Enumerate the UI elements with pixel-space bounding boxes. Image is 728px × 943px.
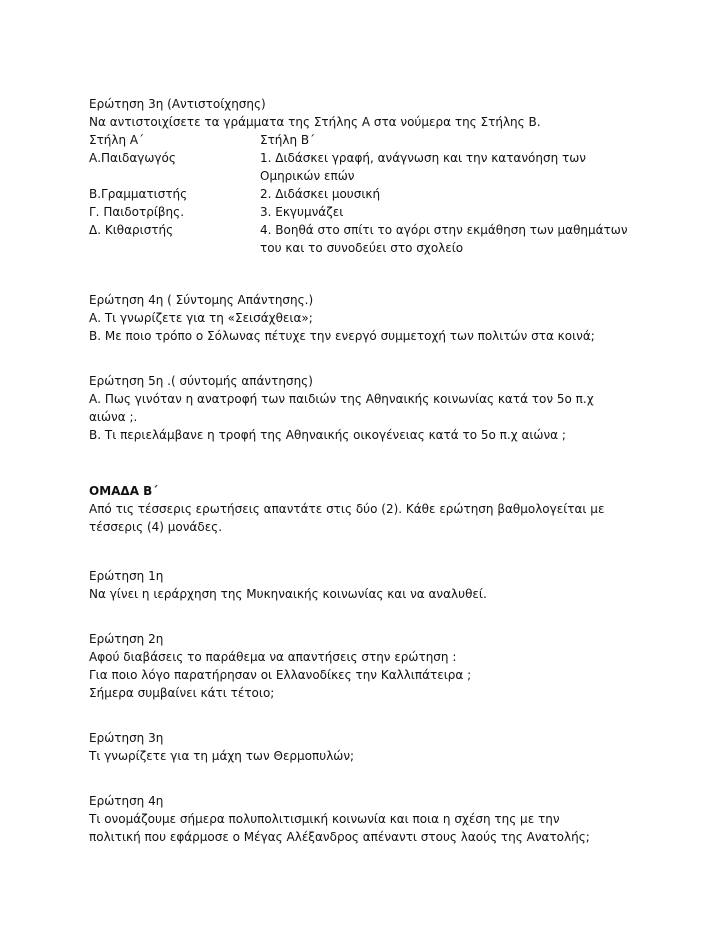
question-4-part-b: Β. Με ποιο τρόπο ο Σόλωνας πέτυχε την ενεργό συμμετοχή των πολιτών στα κοινά; [89,329,595,343]
question-title: Ερώτηση 2η [89,632,164,646]
question-text: πολιτική που εφάρμοσε ο Μέγας Αλέξανδρος απέναντι στους λαούς της Ανατολής; [89,830,590,844]
question-text: Τι ονομάζουμε σήμερα πολυπολιτισμική κοινωνία και ποια η σχέση της με την [89,812,560,826]
column-a-item: Δ. Κιθαριστής [89,223,174,237]
matching-row [89,221,629,239]
group-b-instruction: Από τις τέσσερις ερωτήσεις απαντάτε στις δύο (2). Κάθε ερώτηση βαθμολογείται με [89,502,605,516]
column-b-item: 3. Εκγυμνάζει [260,205,344,219]
question-5-part-a: Α. Πως γινόταν η ανατροφή των παιδιών της Αθηναικής κοινωνίας κατά τον 5ο π.χ [89,392,594,406]
question-3-instruction: Να αντιστοιχίσετε τα γράμματα της Στήλης Α στα νούμερα της Στήλης Β. [89,115,541,129]
group-b-instruction-cont: τέσσερις (4) μονάδες. [89,520,223,534]
column-a-item: Γ. Παιδοτρίβης. [89,205,185,219]
question-text: Σήμερα συμβαίνει κάτι τέτοιο; [89,686,275,700]
question-4-title: Ερώτηση 4η ( Σύντομης Απάντησης.) [89,293,314,307]
group-b-heading: ΟΜΑΔΑ Β΄ [89,484,158,498]
question-text: Για ποιο λόγο παρατήρησαν οι Ελλανοδίκες την Καλλιπάτειρα ; [89,668,472,682]
question-5-title: Ερώτηση 5η .( σύντομής απάντησης) [89,374,313,388]
question-text: Τι γνωρίζετε για τη μάχη των Θερμοπυλών; [89,749,355,763]
question-title: Ερώτηση 4η [89,794,164,808]
column-b-item: 1. Διδάσκει γραφή, ανάγνωση και την κατανόηση των [260,151,586,165]
group-b-question-1 [89,567,629,603]
group-b-question-3 [89,729,629,765]
question-5-part-a-cont: αιώνα ;. [89,410,138,424]
question-3-section [89,95,629,257]
group-b-question-2 [89,630,629,702]
question-title: Ερώτηση 1η [89,569,164,583]
matching-row [89,167,629,185]
column-b-item: 2. Διδάσκει μουσική [260,187,381,201]
matching-row [89,203,629,221]
question-5-part-b: Β. Τι περιελάμβανε η τροφή της Αθηναικής οικογένειας κατά το 5ο π.χ αιώνα ; [89,428,566,442]
column-b-header: Στήλη Β΄ [260,133,316,147]
question-4-section [89,291,629,345]
question-4-part-a: Α. Τι γνωρίζετε για τη «Σεισάχθεια»; [89,311,313,325]
matching-row [89,149,629,167]
question-3-title: Ερώτηση 3η (Αντιστοίχησης) [89,97,266,111]
column-b-item: 4. Βοηθά στο σπίτι το αγόρι στην εκμάθηση των μαθημάτων [260,223,628,237]
column-a-header: Στήλη Α΄ [89,133,145,147]
matching-table-header [89,131,629,149]
column-a-item: Α.Παιδαγωγός [89,151,176,165]
column-b-item: του και το συνοδεύει στο σχολείο [260,241,464,255]
question-text: Αφού διαβάσεις το παράθεμα να απαντήσεις στην ερώτηση : [89,650,457,664]
question-title: Ερώτηση 3η [89,731,164,745]
column-b-item: Ομηρικών επών [260,169,355,183]
group-b-section [89,482,629,536]
question-5-section [89,372,629,444]
question-text: Να γίνει η ιεράρχηση της Μυκηναικής κοινωνίας και να αναλυθεί. [89,587,487,601]
column-a-item: Β.Γραμματιστής [89,187,188,201]
matching-row [89,239,629,257]
group-b-question-4 [89,792,629,846]
matching-row [89,185,629,203]
